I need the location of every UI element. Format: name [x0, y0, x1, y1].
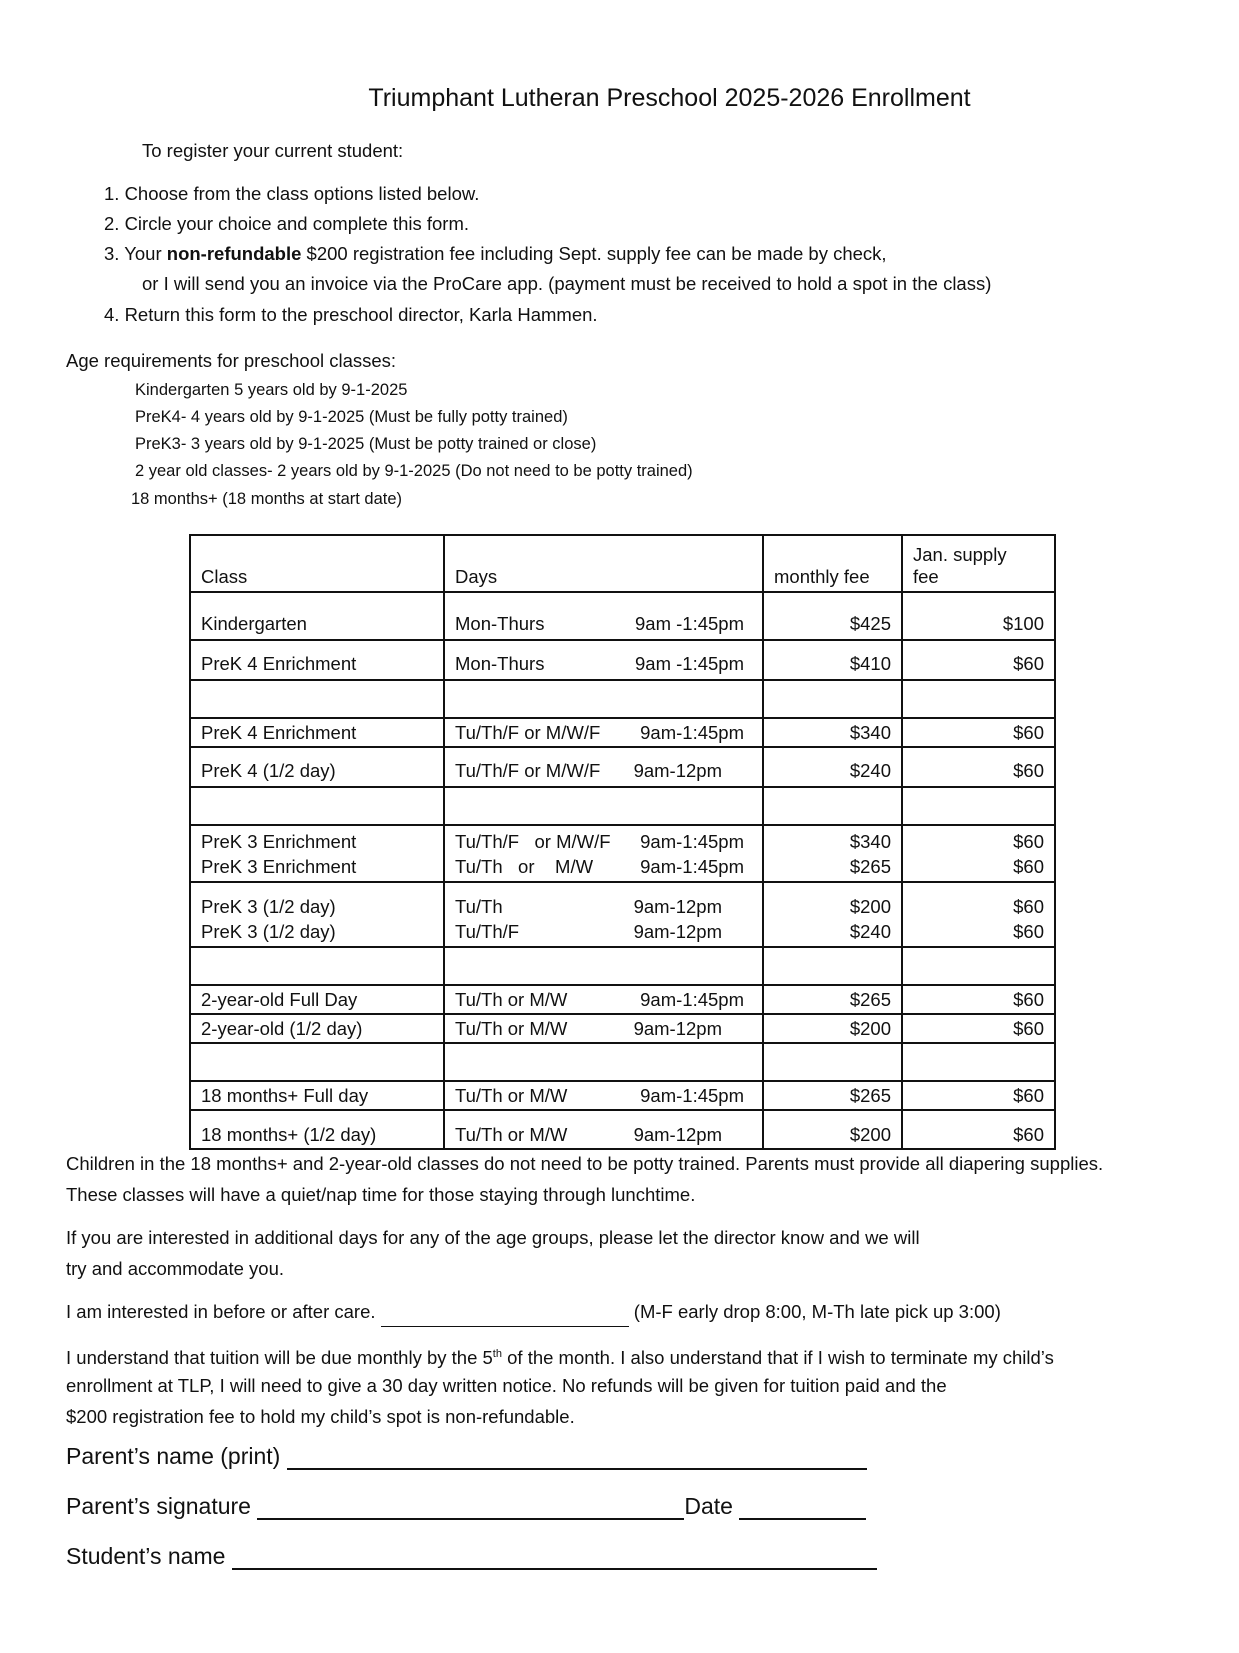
step-4: 4. Return this form to the preschool director, Karla Hammen. — [104, 304, 598, 325]
step-3 — [104, 243, 887, 265]
additional-days-line-2: try and accommodate you. — [66, 1258, 284, 1279]
header-monthly-fee: monthly fee — [763, 535, 902, 592]
before-after-care-label: I am interested in before or after care. — [66, 1301, 376, 1322]
intro-text: To register your current student: — [142, 140, 404, 161]
supply-fee-cell: $60 — [902, 882, 1055, 920]
days-cell — [444, 1014, 763, 1043]
class-cell: PreK 3 Enrichment — [190, 855, 444, 882]
days-text: Tu/Th or M/W — [455, 1085, 568, 1106]
header-supply-line-2: fee — [913, 566, 939, 587]
tuition-terms-pre: I understand that tuition will be due monthly by the 5 — [66, 1347, 493, 1369]
monthly-fee-cell: $340 — [763, 825, 902, 855]
class-cell: PreK 3 Enrichment — [190, 825, 444, 855]
time-text: 9am-12pm — [633, 896, 722, 917]
step-1: 1. Choose from the class options listed below. — [104, 183, 480, 204]
student-name-blank[interactable] — [232, 1546, 877, 1570]
time-text: 9am-12pm — [633, 1018, 722, 1039]
class-cell: 18 months+ (1/2 day) — [190, 1110, 444, 1149]
days-text: Tu/Th/F — [455, 921, 520, 942]
step-3-continued: or I will send you an invoice via the ProCare app. (payment must be received to hold a spot in the class) — [142, 273, 992, 294]
time-text: 9am-1:45pm — [640, 1085, 744, 1106]
supply-fee-cell: $60 — [902, 855, 1055, 882]
table-row — [190, 920, 1055, 947]
student-name-field — [66, 1543, 877, 1570]
blank-row — [190, 680, 1055, 718]
table-row — [190, 1081, 1055, 1110]
days-text: Tu/Th or M/W — [455, 989, 568, 1010]
parent-name-label: Parent’s name (print) — [66, 1443, 281, 1469]
time-text: 9am -1:45pm — [635, 613, 744, 634]
supply-fee-cell: $60 — [902, 718, 1055, 747]
days-text: Tu/Th or M/W — [455, 856, 594, 877]
monthly-fee-cell: $425 — [763, 592, 902, 640]
student-name-label: Student’s name — [66, 1543, 226, 1569]
days-text: Tu/Th or M/W — [455, 1124, 568, 1145]
table-row — [190, 825, 1055, 855]
monthly-fee-cell: $200 — [763, 1110, 902, 1149]
header-days: Days — [444, 535, 763, 592]
days-text: Tu/Th or M/W — [455, 1018, 568, 1039]
tuition-terms-line-3: $200 registration fee to hold my child’s spot is non-refundable. — [66, 1406, 575, 1427]
table-row — [190, 747, 1055, 787]
table-row — [190, 1014, 1055, 1043]
parent-signature-label: Parent’s signature — [66, 1493, 251, 1519]
supply-fee-cell: $60 — [902, 920, 1055, 947]
step-3-post: $200 registration fee including Sept. supply fee can be made by check, — [301, 243, 887, 264]
table-row — [190, 640, 1055, 680]
monthly-fee-cell: $240 — [763, 747, 902, 787]
age-item: PreK4- 4 years old by 9-1-2025 (Must be fully potty trained) — [135, 408, 568, 426]
parent-name-field — [66, 1443, 867, 1470]
time-text: 9am-1:45pm — [640, 831, 744, 852]
time-text: 9am-1:45pm — [640, 989, 744, 1010]
days-cell — [444, 920, 763, 947]
monthly-fee-cell: $240 — [763, 920, 902, 947]
before-after-care-hours: (M-F early drop 8:00, M-Th late pick up 3:00) — [633, 1301, 1001, 1322]
tuition-terms-post: of the month. I also understand that if I wish to terminate my child’s — [501, 1347, 1054, 1369]
days-cell — [444, 882, 763, 920]
days-text: Tu/Th/F or M/W/F — [455, 831, 611, 852]
time-text: 9am-12pm — [633, 760, 722, 781]
supply-fee-cell: $60 — [902, 1081, 1055, 1110]
potty-note-line-1: Children in the 18 months+ and 2-year-old classes do not need to be potty trained. Parents must provide all diapering supplies. — [66, 1153, 1104, 1174]
header-supply-line-1: Jan. supply — [913, 544, 1007, 565]
additional-days-line-1: If you are interested in additional days for any of the age groups, please let the director know and we will — [66, 1227, 920, 1248]
class-cell: PreK 3 (1/2 day) — [190, 882, 444, 920]
time-text: 9am-1:45pm — [640, 722, 744, 743]
time-text: 9am -1:45pm — [635, 653, 744, 674]
time-text: 9am-12pm — [633, 921, 722, 942]
days-text: Mon-Thurs — [455, 613, 545, 634]
date-label: Date — [684, 1493, 733, 1519]
table-row — [190, 1110, 1055, 1149]
class-cell: 2-year-old (1/2 day) — [190, 1014, 444, 1043]
step-3-pre: 3. Your — [104, 243, 167, 264]
parent-signature-field — [66, 1493, 866, 1520]
days-cell — [444, 592, 763, 640]
class-cell: 18 months+ Full day — [190, 1081, 444, 1110]
class-cell: 2-year-old Full Day — [190, 985, 444, 1014]
blank-row — [190, 1043, 1055, 1081]
tuition-terms-line-2: enrollment at TLP, I will need to give a 30 day written notice. No refunds will be given for tuition paid and the — [66, 1375, 947, 1396]
before-after-care-blank[interactable] — [381, 1308, 629, 1327]
monthly-fee-cell: $200 — [763, 1014, 902, 1043]
class-cell: PreK 4 (1/2 day) — [190, 747, 444, 787]
class-cell: PreK 4 Enrichment — [190, 640, 444, 680]
supply-fee-cell: $60 — [902, 640, 1055, 680]
monthly-fee-cell: $265 — [763, 855, 902, 882]
table-row — [190, 985, 1055, 1014]
days-cell — [444, 640, 763, 680]
monthly-fee-cell: $410 — [763, 640, 902, 680]
date-blank[interactable] — [739, 1496, 866, 1520]
supply-fee-cell: $100 — [902, 592, 1055, 640]
monthly-fee-cell: $340 — [763, 718, 902, 747]
monthly-fee-cell: $200 — [763, 882, 902, 920]
days-text: Tu/Th/F or M/W/F — [455, 722, 601, 743]
table-row — [190, 882, 1055, 920]
class-cell: Kindergarten — [190, 592, 444, 640]
supply-fee-cell: $60 — [902, 825, 1055, 855]
days-cell — [444, 718, 763, 747]
age-item: 2 year old classes- 2 years old by 9-1-2025 (Do not need to be potty trained) — [135, 462, 693, 480]
tuition-terms-sup: th — [492, 1348, 502, 1360]
monthly-fee-cell: $265 — [763, 1081, 902, 1110]
age-item: 18 months+ (18 months at start date) — [131, 490, 403, 508]
days-cell — [444, 1081, 763, 1110]
age-item: Kindergarten 5 years old by 9-1-2025 — [135, 381, 408, 399]
blank-row — [190, 787, 1055, 825]
parent-signature-blank[interactable] — [257, 1496, 684, 1520]
days-cell — [444, 1110, 763, 1149]
supply-fee-cell: $60 — [902, 985, 1055, 1014]
table-header-row — [190, 535, 1055, 592]
header-class: Class — [190, 535, 444, 592]
parent-name-blank[interactable] — [287, 1446, 867, 1470]
table-row — [190, 855, 1055, 882]
supply-fee-cell: $60 — [902, 747, 1055, 787]
tuition-terms-line-1 — [66, 1339, 1054, 1373]
days-cell — [444, 747, 763, 787]
supply-fee-cell: $60 — [902, 1110, 1055, 1149]
step-3-bold: non-refundable — [166, 243, 302, 264]
days-cell — [444, 985, 763, 1014]
monthly-fee-cell: $265 — [763, 985, 902, 1014]
days-text: Mon-Thurs — [455, 653, 545, 674]
supply-fee-cell: $60 — [902, 1014, 1055, 1043]
class-cell: PreK 4 Enrichment — [190, 718, 444, 747]
days-cell — [444, 825, 763, 855]
days-cell — [444, 855, 763, 882]
header-supply-fee — [902, 535, 1055, 592]
step-2: 2. Circle your choice and complete this form. — [104, 213, 470, 234]
age-requirements-heading: Age requirements for preschool classes: — [66, 350, 397, 371]
table-row — [190, 718, 1055, 747]
class-cell: PreK 3 (1/2 day) — [190, 920, 444, 947]
blank-row — [190, 947, 1055, 985]
fee-table — [189, 534, 1056, 1150]
days-text: Tu/Th/F or M/W/F — [455, 760, 601, 781]
time-text: 9am-1:45pm — [640, 856, 744, 877]
time-text: 9am-12pm — [633, 1124, 722, 1145]
table-row — [190, 592, 1055, 640]
page-title: Triumphant Lutheran Preschool 2025-2026 Enrollment — [368, 84, 971, 112]
age-item: PreK3- 3 years old by 9-1-2025 (Must be potty trained or close) — [135, 435, 597, 453]
before-after-care — [66, 1296, 1001, 1327]
potty-note-line-2: These classes will have a quiet/nap time for those staying through lunchtime. — [66, 1184, 696, 1205]
days-text: Tu/Th — [455, 896, 503, 917]
